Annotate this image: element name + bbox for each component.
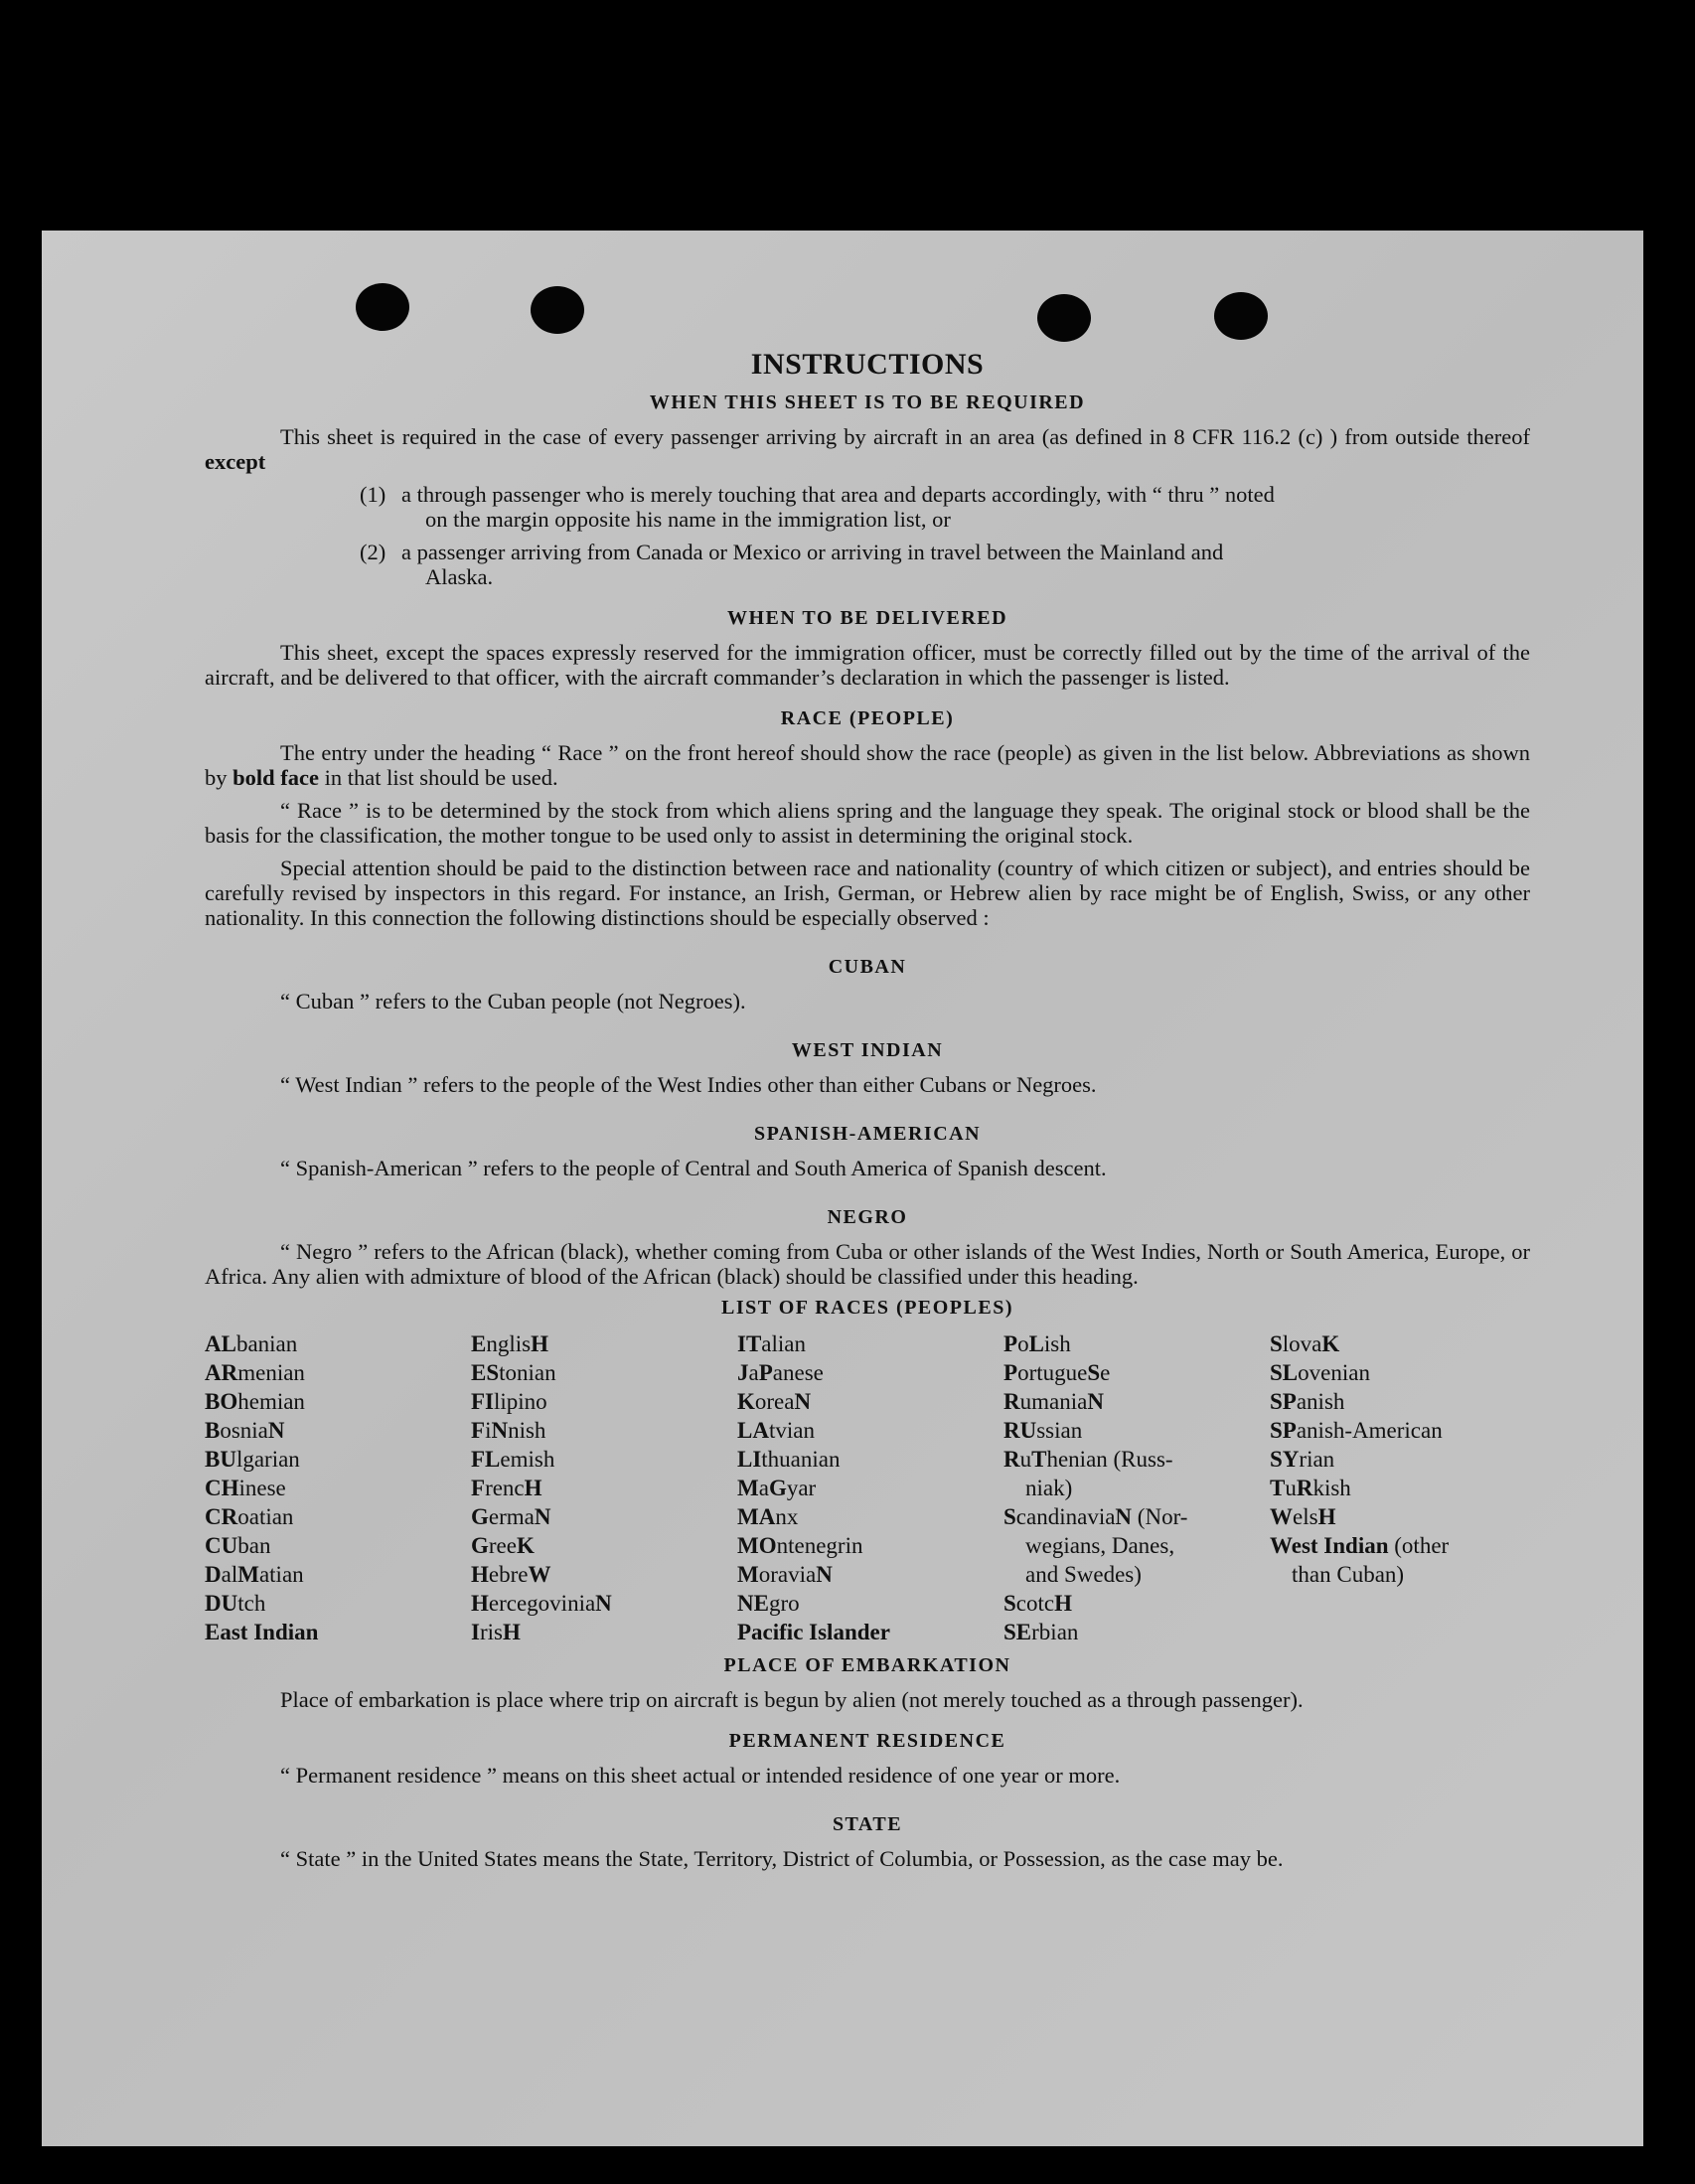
punch-hole	[1037, 294, 1091, 342]
race-p1-text: The entry under the heading “ Race ” on the front hereof should show the race (people) as given in the list below. Abbreviations as shown by	[205, 740, 1530, 790]
item-text-cont: on the margin opposite his name in the immigration list, or	[425, 507, 951, 532]
race-entry: HercegoviniaN	[471, 1591, 612, 1616]
race-entry: CRoatian	[205, 1504, 294, 1529]
race-entry: ScandinaviaN (Nor- wegians, Danes, and Swedes)	[1003, 1504, 1188, 1587]
race-entry: BOhemian	[205, 1389, 305, 1414]
race-entry: FIlipino	[471, 1389, 547, 1414]
race-entry: SErbian	[1003, 1620, 1079, 1644]
race-entry: BosniaN	[205, 1418, 285, 1443]
races-column	[1270, 1329, 1530, 1646]
heading-delivered: WHEN TO BE DELIVERED	[726, 607, 1008, 629]
races-list	[205, 1329, 1530, 1646]
race-entry: WelsH	[1270, 1504, 1336, 1529]
cuban-text: “ Cuban ” refers to the Cuban people (not Negroes).	[280, 989, 746, 1014]
document-sheet	[42, 231, 1643, 2146]
race-entry: CHinese	[205, 1476, 286, 1500]
race-entry: Pacific Islander	[737, 1620, 890, 1644]
west-indian-text: “ West Indian ” refers to the people of the West Indies other than either Cubans or Negroes.	[280, 1072, 1097, 1097]
races-column	[737, 1329, 1003, 1646]
race-entry: MOntenegrin	[737, 1533, 863, 1558]
race-entry: HebreW	[471, 1562, 551, 1587]
race-entry: GreeK	[471, 1533, 535, 1558]
race-entry: ScotcH	[1003, 1591, 1072, 1616]
race-entry: IrisH	[471, 1620, 521, 1644]
race-entry: RumaniaN	[1003, 1389, 1104, 1414]
race-entry: RUssian	[1003, 1418, 1083, 1443]
race-entry: MAnx	[737, 1504, 799, 1529]
race-p1-text-end: in that list should be used.	[319, 765, 558, 790]
negro-text: “ Negro ” refers to the African (black), whether coming from Cuba or other islands of the West Indies, North or South America, Europe, or Africa. Any alien with admixture of blood of the African (black) should be classified under this heading.	[205, 1239, 1530, 1289]
race-paragraph-1	[205, 740, 1530, 790]
heading-list-of-races: LIST OF RACES (PEOPLES)	[720, 1297, 1013, 1319]
races-column	[1003, 1329, 1270, 1646]
race-entry: MaGyar	[737, 1476, 817, 1500]
item-text-cont: Alaska.	[425, 564, 494, 589]
race-entry: TuRkish	[1270, 1476, 1351, 1500]
item-number: (1)	[360, 482, 386, 507]
race-entry: BUlgarian	[205, 1447, 300, 1472]
race-entry: SlovaK	[1270, 1331, 1340, 1356]
required-intro	[205, 424, 1530, 474]
embarkation-text: Place of embarkation is place where trip on aircraft is begun by alien (not merely touched as a through passenger).	[280, 1687, 1304, 1712]
punch-hole	[1214, 292, 1268, 340]
race-entry: ARmenian	[205, 1360, 305, 1385]
heading-required: WHEN THIS SHEET IS TO BE REQUIRED	[649, 391, 1086, 413]
race-paragraph-3: Special attention should be paid to the distinction between race and nationality (country of which citizen or subject), and entries should be carefully revised by inspectors in this regard. For instance, an Irish, German, or Hebrew alien by race might be of English, Swiss, or any other nationality. In this connection the following distinctions should be especially observed :	[205, 856, 1530, 930]
item-number: (2)	[360, 540, 386, 564]
race-entry: LIthuanian	[737, 1447, 841, 1472]
item-text: a through passenger who is merely touching that area and departs accordingly, with “ thru ” noted	[401, 482, 1275, 507]
race-entry: KoreaN	[737, 1389, 812, 1414]
punch-hole	[356, 283, 409, 331]
heading-negro: NEGRO	[827, 1206, 908, 1228]
heading-cuban: CUBAN	[828, 956, 907, 978]
heading-race: RACE (PEOPLE)	[780, 707, 955, 729]
page-title: INSTRUCTIONS	[750, 348, 985, 381]
item-text: a passenger arriving from Canada or Mexico or arriving in travel between the Mainland and	[401, 540, 1224, 564]
race-entry: PortugueSe	[1003, 1360, 1111, 1385]
race-entry: West Indian (other than Cuban)	[1270, 1533, 1450, 1587]
required-intro-except: except	[205, 449, 266, 474]
race-entry: ITalian	[737, 1331, 806, 1356]
race-entry: SYrian	[1270, 1447, 1335, 1472]
race-entry: CUban	[205, 1533, 271, 1558]
race-entry: DUtch	[205, 1591, 266, 1616]
race-p1-bold: bold face	[232, 765, 319, 790]
race-entry: PoLish	[1003, 1331, 1071, 1356]
spanish-american-text: “ Spanish-American ” refers to the people of Central and South America of Spanish descent.	[280, 1156, 1107, 1180]
state-text: “ State ” in the United States means the State, Territory, District of Columbia, or Possession, as the case may be.	[280, 1846, 1284, 1871]
race-entry: GermaN	[471, 1504, 551, 1529]
heading-state: STATE	[832, 1813, 903, 1835]
races-column	[205, 1329, 471, 1646]
race-entry: DalMatian	[205, 1562, 304, 1587]
race-entry: EnglisH	[471, 1331, 548, 1356]
race-entry: ALbanian	[205, 1331, 298, 1356]
race-entry: SPanish-American	[1270, 1418, 1443, 1443]
punch-hole	[531, 286, 584, 334]
required-intro-text: This sheet is required in the case of every passenger arriving by aircraft in an area (as defined in 8 CFR 116.2 (c) ) from outside thereof	[280, 424, 1530, 449]
race-entry: LAtvian	[737, 1418, 815, 1443]
race-entry: EStonian	[471, 1360, 556, 1385]
race-entry: JaPanese	[737, 1360, 824, 1385]
races-column	[471, 1329, 737, 1646]
heading-west-indian: WEST INDIAN	[791, 1039, 944, 1061]
race-entry: SLovenian	[1270, 1360, 1370, 1385]
heading-spanish-american: SPANISH-AMERICAN	[753, 1123, 982, 1145]
instructions-body	[205, 348, 1530, 1871]
delivered-text: This sheet, except the spaces expressly reserved for the immigration officer, must be correctly filled out by the time of the arrival of the aircraft, and be delivered to that officer, with the aircraft commander’s declaration in which the passenger is listed.	[205, 640, 1530, 690]
race-entry: SPanish	[1270, 1389, 1345, 1414]
residence-text: “ Permanent residence ” means on this sheet actual or intended residence of one year or more.	[280, 1763, 1121, 1788]
race-entry: NEgro	[737, 1591, 800, 1616]
race-entry: FLemish	[471, 1447, 555, 1472]
race-paragraph-2: “ Race ” is to be determined by the stock from which aliens spring and the language they speak. The original stock or blood shall be the basis for the classification, the mother tongue to be used only to assist in determining the original stock.	[205, 798, 1530, 848]
heading-embarkation: PLACE OF EMBARKATION	[723, 1654, 1011, 1676]
race-entry: East Indian	[205, 1620, 319, 1644]
required-item-1	[360, 482, 1530, 532]
race-entry: RuThenian (Russ- niak)	[1003, 1447, 1173, 1500]
race-entry: FrencH	[471, 1476, 542, 1500]
heading-permanent-residence: PERMANENT RESIDENCE	[728, 1730, 1006, 1752]
race-entry: FiNnish	[471, 1418, 546, 1443]
race-entry: MoraviaN	[737, 1562, 833, 1587]
required-item-2	[360, 540, 1530, 589]
